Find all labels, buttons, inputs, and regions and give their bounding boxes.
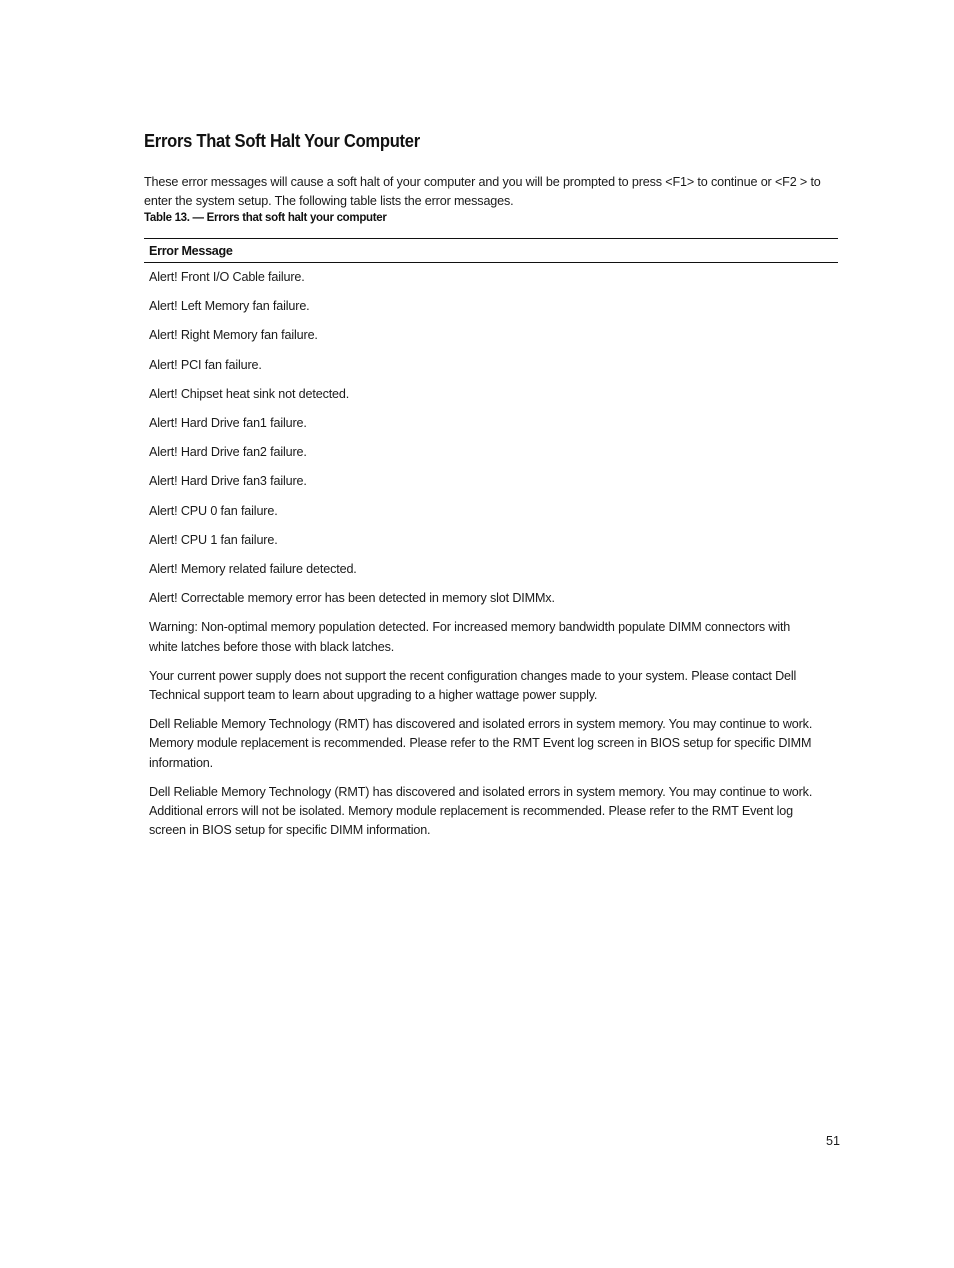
table-row: Alert! Hard Drive fan1 failure.: [149, 416, 307, 431]
table-row: Alert! Memory related failure detected.: [149, 562, 357, 577]
table-row: Your current power supply does not support the recent configuration changes made to your system. Please contact Dell Technical support team to learn about upgrading to a higher wattage power supply.: [149, 668, 797, 703]
table-row: Dell Reliable Memory Technology (RMT) has discovered and isolated errors in system memory. You may continue to work. Additional errors will not be isolated. Memory module replacement is recommended. Please refer to the RMT Event log screen in BIOS setup for specific DIMM information.: [149, 784, 813, 838]
table-rows: [144, 263, 838, 845]
table-row: Alert! Hard Drive fan2 failure.: [149, 445, 307, 460]
table-row: Alert! Hard Drive fan3 failure.: [149, 474, 307, 489]
table-row: Warning: Non-optimal memory population detected. For increased memory bandwidth populate DIMM connectors with white latches before those with black latches.: [149, 620, 791, 654]
table-row: Alert! Chipset heat sink not detected.: [149, 386, 350, 401]
table-row: Alert! Left Memory fan failure.: [149, 299, 310, 314]
error-message-table: [144, 238, 838, 845]
table-row: Alert! Front I/O Cable failure.: [149, 270, 305, 284]
table-row: Alert! PCI fan failure.: [149, 357, 262, 372]
table-row: Dell Reliable Memory Technology (RMT) has discovered and isolated errors in system memory. You may continue to work. Memory module replacement is recommended. Please refer to the RMT Event log screen in BIOS setup for specific DIMM information.: [149, 717, 813, 770]
table-row: Alert! CPU 0 fan failure.: [149, 503, 278, 518]
table-row: Alert! CPU 1 fan failure.: [149, 532, 278, 547]
intro-paragraph: These error messages will cause a soft halt of your computer and you will be prompted to press <F1> to continue or <F2 > to enter the system setup. The following table lists the error messages.: [144, 175, 821, 208]
section-title: Errors That Soft Halt Your Computer: [144, 131, 420, 151]
page-number: 51: [826, 1134, 841, 1148]
table-header-error-message: Error Message: [144, 238, 838, 263]
table-caption: Table 13. — Errors that soft halt your computer: [144, 212, 387, 224]
table-row: Alert! Correctable memory error has been detected in memory slot DIMMx.: [149, 591, 555, 606]
table-row: Alert! Right Memory fan failure.: [149, 328, 318, 343]
